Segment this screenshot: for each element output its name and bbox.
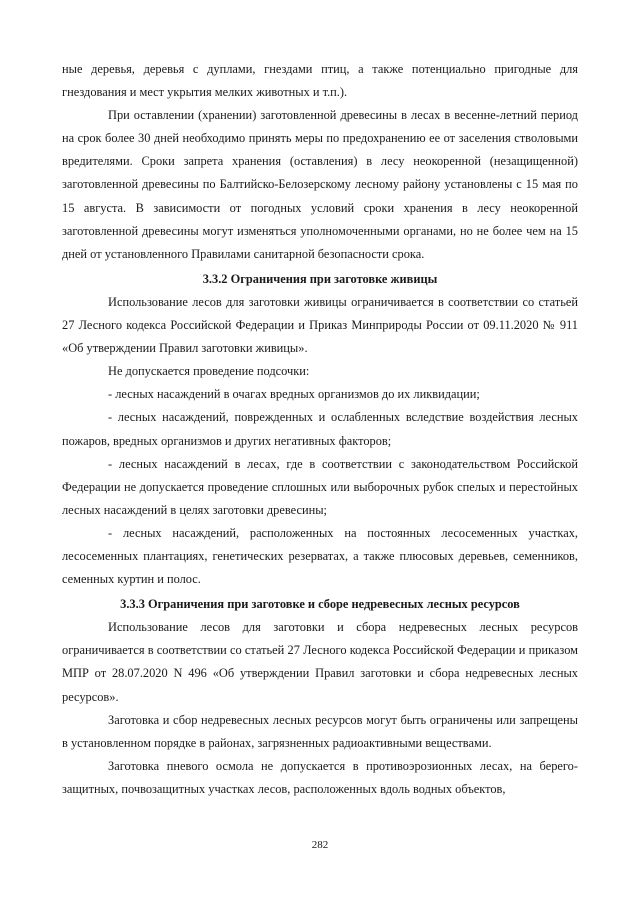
section-heading-resin: 3.3.2 Ограничения при заготовке живицы [202, 271, 438, 286]
list-item-legislation: - лесных насаждений в лесах, где в соответствии с законодательством Российской Федерации не допускается проведение сплошных или выборочных рубок спелых и перестойных лесных насаждений в целях заготовки древесины; [62, 456, 578, 517]
page-number: 282 [311, 839, 329, 851]
paragraph-stump-resin: Заготовка пневого осмола не допускается в противоэрозионных лесах, на берего-защитных, почвозащитных участках лесов, расположенных вдоль водных объектов, [62, 758, 578, 796]
paragraph-continuation: ные деревья, деревья с дуплами, гнездами птиц, а также потенциально пригодные для гнездования и мест укрытия мелких животных и т.п.). [62, 62, 578, 100]
paragraph-resin-intro: Использование лесов для заготовки живицы ограничивается в соответствии со статьей 27 Лесного кодекса Российской Федерации и Приказ Минприроды России от 09.11.2020 № 911 «Об утверждении Правил заготовки живицы». [62, 294, 578, 356]
section-heading-non-timber: 3.3.3 Ограничения при заготовке и сборе недревесных лесных ресурсов [120, 597, 520, 612]
list-item-pests: - лесных насаждений в очагах вредных организмов до их ликвидации; [108, 387, 480, 402]
paragraph-storage-wood: При оставлении (хранении) заготовленной древесины в лесах в весенне-летний период на срок более 30 дней необходимо принять меры по предохранению ее от заселения стволовыми вредителями. Сроки запрета хранения (оставления) в лесу неокоренной (незащищенной) заготовленной древесины по Балтийско-Белозерскому лесному району установлены с 15 мая по 15 августа. В зависимости от погодных условий сроки хранения в лесу неокоренной заготовленной древесины могут изменяться уполномоченными органами, но не более чем на 15 дней от установленного Правилами санитарной безопасности срока. [62, 108, 578, 261]
paragraph-non-timber-intro: Использование лесов для заготовки и сбора недревесных лесных ресурсов ограничивается в соответствии со статьей 27 Лесного кодекса Российской Федерации и приказом МПР от 28.07.2020 N 496 «Об утверждении Правил заготовки и сбора недревесных лесных ресурсов». [62, 620, 578, 704]
paragraph-radioactive: Заготовка и сбор недревесных лесных ресурсов могут быть ограничены или запрещены в установленном порядке в районах, загрязненных радиоактивными веществами. [62, 712, 578, 750]
page-body [62, 58, 578, 801]
list-item-damaged: - лесных насаждений, поврежденных и ослабленных вследствие воздействия лесных пожаров, вредных организмов и других негативных факторов; [62, 410, 578, 448]
paragraph-resin-not-allowed: Не допускается проведение подсочки: [108, 364, 310, 379]
list-item-seed-plots: - лесных насаждений, расположенных на постоянных лесосеменных участках, лесосеменных плантациях, генетических резерватах, а также плюсовых деревьев, семенников, семенных куртин и полос. [62, 525, 578, 587]
